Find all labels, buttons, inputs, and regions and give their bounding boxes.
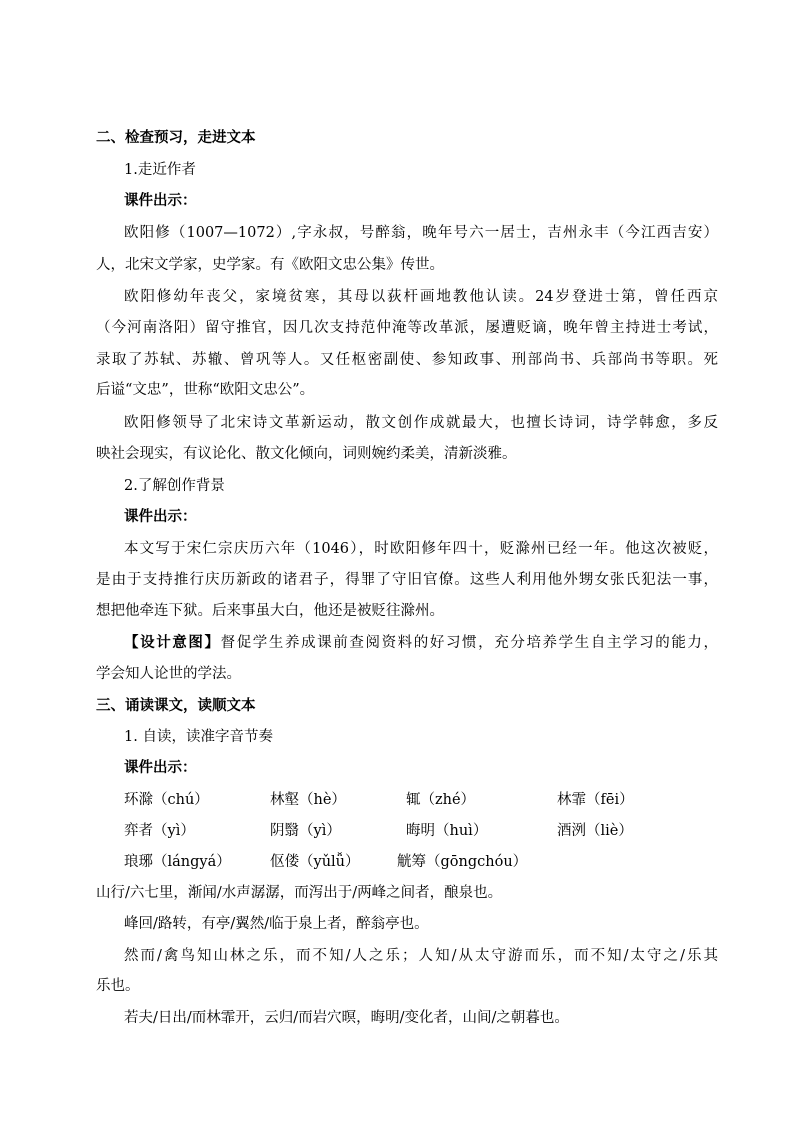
pinyin-item: 琅琊（lángyá） [124,854,231,870]
design-intent-line-2: 学会知人论世的学法。 [96,666,241,682]
rhythm-line-1: 山行/六七里，渐闻/水声潺潺，而泻出于/两峰之间者，酿泉也。 [96,885,503,901]
author-paragraph-3-line-1: 欧阳修领导了北宋诗文革新运动，散文创作成就最大，也擅长诗词，诗学韩愈，多反 [124,415,718,431]
courseware-label: 课件出示： [124,192,197,209]
design-intent-tag: 【设计意图】 [124,634,221,651]
pinyin-item: 晦明（huì） [406,823,488,839]
section-heading-2: 二、检查预习，走进文本 [96,129,256,146]
subheading-self-reading: 1. 自读，读准字音节奏 [124,729,273,745]
rhythm-line-2: 峰回/路转，有亭/翼然/临于泉上者，醉翁亭也。 [124,916,429,932]
background-line-3: 想把他牵连下狱。后来事虽大白，他还是被贬往滁州。 [96,603,444,619]
pinyin-item: 环滁（chú） [124,792,209,808]
rhythm-line-3: 然而/禽鸟知山林之乐，而不知/人之乐；人知/从太守游而乐，而不知/太守之/乐其 [124,948,718,964]
author-paragraph-1-line-2: 人，北宋文学家，史学家。有《欧阳文忠公集》传世。 [96,257,444,273]
section-heading-3: 三、诵读课文，读顺文本 [96,697,256,714]
author-paragraph-2-line-4: 后谥“文忠”，世称“欧阳文忠公”。 [96,382,315,398]
courseware-label: 课件出示： [124,508,197,525]
pinyin-item: 辄（zhé） [406,792,476,808]
pinyin-item: 弈者（yì） [124,823,195,839]
author-paragraph-1-line-1: 欧阳修（1007—1072）,字永叔，号醉翁，晚年号六一居士，吉州永丰（今江西吉安） [124,225,718,241]
pinyin-item: 伛偻（yǔlǚ） [270,854,360,870]
pinyin-item: 阴翳（yì） [270,823,341,839]
background-line-1: 本文写于宋仁宗庆历六年（1046），时欧阳修年四十，贬滁州已经一年。他这次被贬， [124,541,718,557]
rhythm-line-3-cont: 乐也。 [96,978,140,994]
design-intent-text: 督促学生养成课前查阅资料的好习惯，充分培养学生自主学习的能力， [220,635,719,651]
pinyin-item: 酒洌（liè） [557,823,633,839]
subheading-background: 2.了解创作背景 [124,478,225,494]
subheading-author: 1.走近作者 [124,162,196,178]
author-paragraph-3-line-2: 映社会现实，有议论化、散文化倾向，词则婉约柔美，清新淡雅。 [96,446,517,462]
rhythm-line-4: 若夫/日出/而林霏开，云归/而岩穴暝，晦明/变化者，山间/之朝暮也。 [124,1010,569,1026]
pinyin-item: 林霏（fēi） [557,792,634,808]
design-intent-line-1 [124,633,718,653]
author-paragraph-2-line-2: （今河南洛阳）留守推官，因几次支持范仲淹等改革派，屡遭贬谪，晚年曾主持进士考试， [96,320,718,336]
pinyin-item: 林壑（hè） [270,792,346,808]
background-line-2: 是由于支持推行庆历新政的诸君子，得罪了守旧官僚。这些人利用他外甥女张氏犯法一事， [96,572,718,588]
author-paragraph-2-line-1: 欧阳修幼年丧父，家境贫寒，其母以荻杆画地教他认读。24岁登进士第，曾任西京 [124,289,718,305]
courseware-label: 课件出示： [124,759,197,776]
author-paragraph-2-line-3: 录取了苏轼、苏辙、曾巩等人。又任枢密副使、参知政事、刑部尚书、兵部尚书等职。死 [96,352,718,368]
pinyin-item: 觥筹（gōngchóu） [397,854,528,870]
